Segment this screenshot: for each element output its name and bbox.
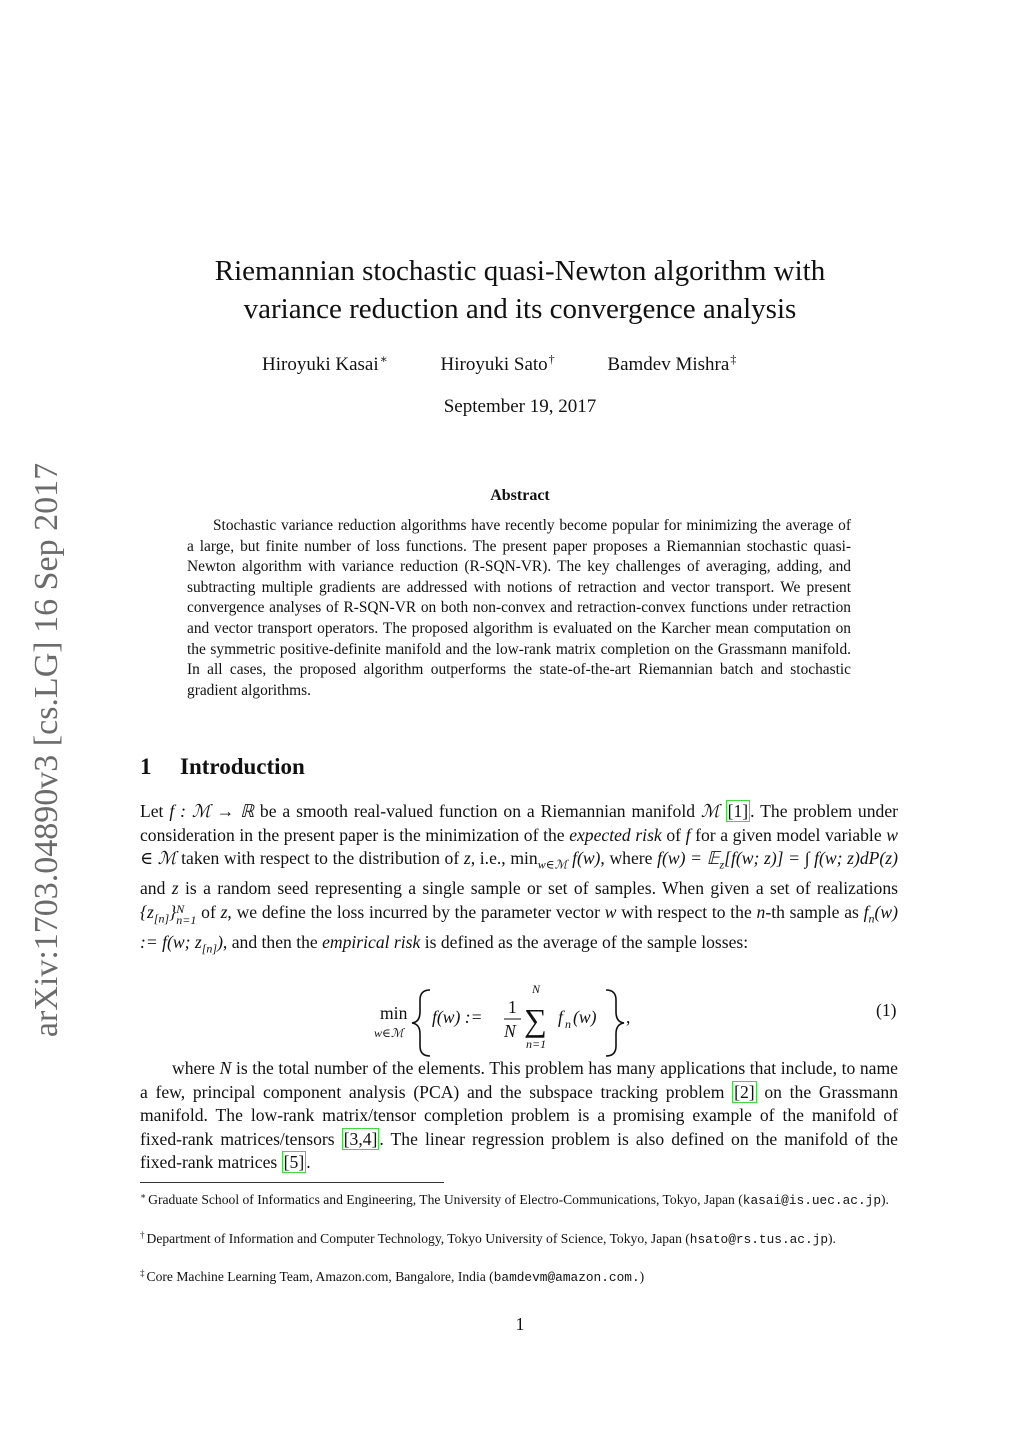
email-link[interactable]: bamdevm@amazon.com. [493, 1270, 640, 1285]
abstract-heading: Abstract [490, 487, 550, 504]
abstract-body: Stochastic variance reduction algorithms have recently become popular for minimizing the average of a large, but finite number of loss functions. The present paper proposes a Riemannian stochastic quasi-Newton algorithm with variance reduction (R-SQN-VR). The key challenges of averaging, adding, and subtracting multiple gradients are addressed with notions of retraction and vector transport. We present convergence analyses of R-SQN-VR on both non-convex and retraction-convex functions under retraction and vector transport operators. The proposed algorithm is evaluated on the Karcher mean computation on the symmetric positive-definite manifold and the low-rank matrix completion on the Grassmann manifold. In all cases, the proposed algorithm outperforms the state-of-the-art Riemannian batch and stochastic gradient algorithms. [187, 517, 851, 699]
footnote-2: † Department of Information and Computer Technology, Tokyo University of Science, Tokyo, Japan (hsato@rs.tus.ac.jp). [140, 1230, 836, 1247]
arxiv-identifier: arXiv:1703.04890v3 [cs.LG] 16 Sep 2017 [28, 462, 65, 1038]
eq-sum-sign: ∑ [524, 1002, 547, 1038]
equation-number: (1) [876, 1000, 897, 1020]
author-sato: Hiroyuki Sato† [440, 352, 555, 375]
title-line-2: variance reduction and its convergence analysis [243, 293, 797, 325]
paper-title [140, 252, 900, 328]
citation-link[interactable]: [1] [727, 801, 749, 821]
email-link[interactable]: kasai@is.uec.ac.jp [742, 1193, 881, 1208]
eq-frac-den: N [504, 1021, 516, 1041]
equation-1 [360, 982, 900, 1062]
author-mark: ∗ [379, 352, 388, 366]
title-line-1: Riemannian stochastic quasi-Newton algorithm with [214, 255, 826, 287]
footnote-1: ∗ Graduate School of Informatics and Engineering, The University of Electro-Communications, Tokyo, Japan (kasai@is.uec.ac.jp). [140, 1191, 889, 1208]
eq-sum-top: N [532, 982, 541, 996]
eq-min-subscript: w∈ℳ [374, 1026, 404, 1040]
footnote-rule [140, 1182, 444, 1183]
citation-link[interactable]: [3,4] [343, 1128, 378, 1149]
eq-summand: f [558, 1007, 563, 1027]
section-heading [140, 754, 305, 780]
section-title: Introduction [180, 754, 305, 779]
author-mishra: Bamdev Mishra‡ [607, 352, 737, 375]
eq-tail: , [626, 1007, 631, 1027]
eq-summand-arg: (w) [573, 1007, 597, 1027]
author-kasai: Hiroyuki Kasai∗ [262, 352, 388, 375]
page-number: 1 [515, 1314, 525, 1334]
eq-right-brace [606, 990, 624, 1056]
eq-sum-bottom: n=1 [526, 1037, 547, 1051]
section-number: 1 [140, 754, 152, 779]
intro-paragraph-1: Let f : ℳ → ℝ be a smooth real-valued function on a Riemannian manifold ℳ [1] . The problem under consideration in the present paper is the minimization of the expected risk of f for a given model variable w ∈ ℳ taken with respect to the distribution of z, i.e., $\min_{w\in ℳ} f(w)$, where f(w) = 𝔼$_z$[f(w; z)] = ∫ f(w; z)dP(z) and z is a random seed representing a single sample or set of samples. When given a set of realizations $\{z_{[n]}\}$ N n=1 of z, we define the loss incurred by the parameter vector w with respect to the n-th sample as $f_n(w)$ := f(w; $z_{[n]}$), and then the empirical risk is defined as the average of the sample losses: [140, 801, 898, 956]
citation-link[interactable]: [2] [734, 1081, 755, 1102]
email-link[interactable]: hsato@rs.tus.ac.jp [689, 1232, 829, 1247]
eq-lhs: f(w) := [432, 1007, 483, 1027]
author-mark: ‡ [730, 352, 737, 366]
eq-summand-sub: n [565, 1017, 571, 1031]
intro-paragraph-2: where N is the total number of the elements. This problem has many applications that include, to name a few, principal component analysis (PCA) and the subspace tracking problem [2] on the Grassmann manifold. The low-rank matrix/tensor completion problem is a promising example of the manifold of fixed-rank matrices/tensors [3,4] . The linear regression problem is also defined on the manifold of the fixed-rank matrices [5] . [140, 1058, 898, 1172]
author-mark: † [548, 352, 555, 366]
paper-date: September 19, 2017 [443, 396, 597, 417]
eq-min: min [380, 1003, 408, 1023]
citation-link[interactable]: [5] [283, 1152, 305, 1172]
author-list [262, 352, 736, 376]
footnote-3: ‡ Core Machine Learning Team, Amazon.com, Bangalore, India (bamdevm@amazon.com.) [140, 1268, 645, 1285]
eq-left-brace [412, 990, 430, 1056]
eq-frac-num: 1 [508, 997, 517, 1017]
